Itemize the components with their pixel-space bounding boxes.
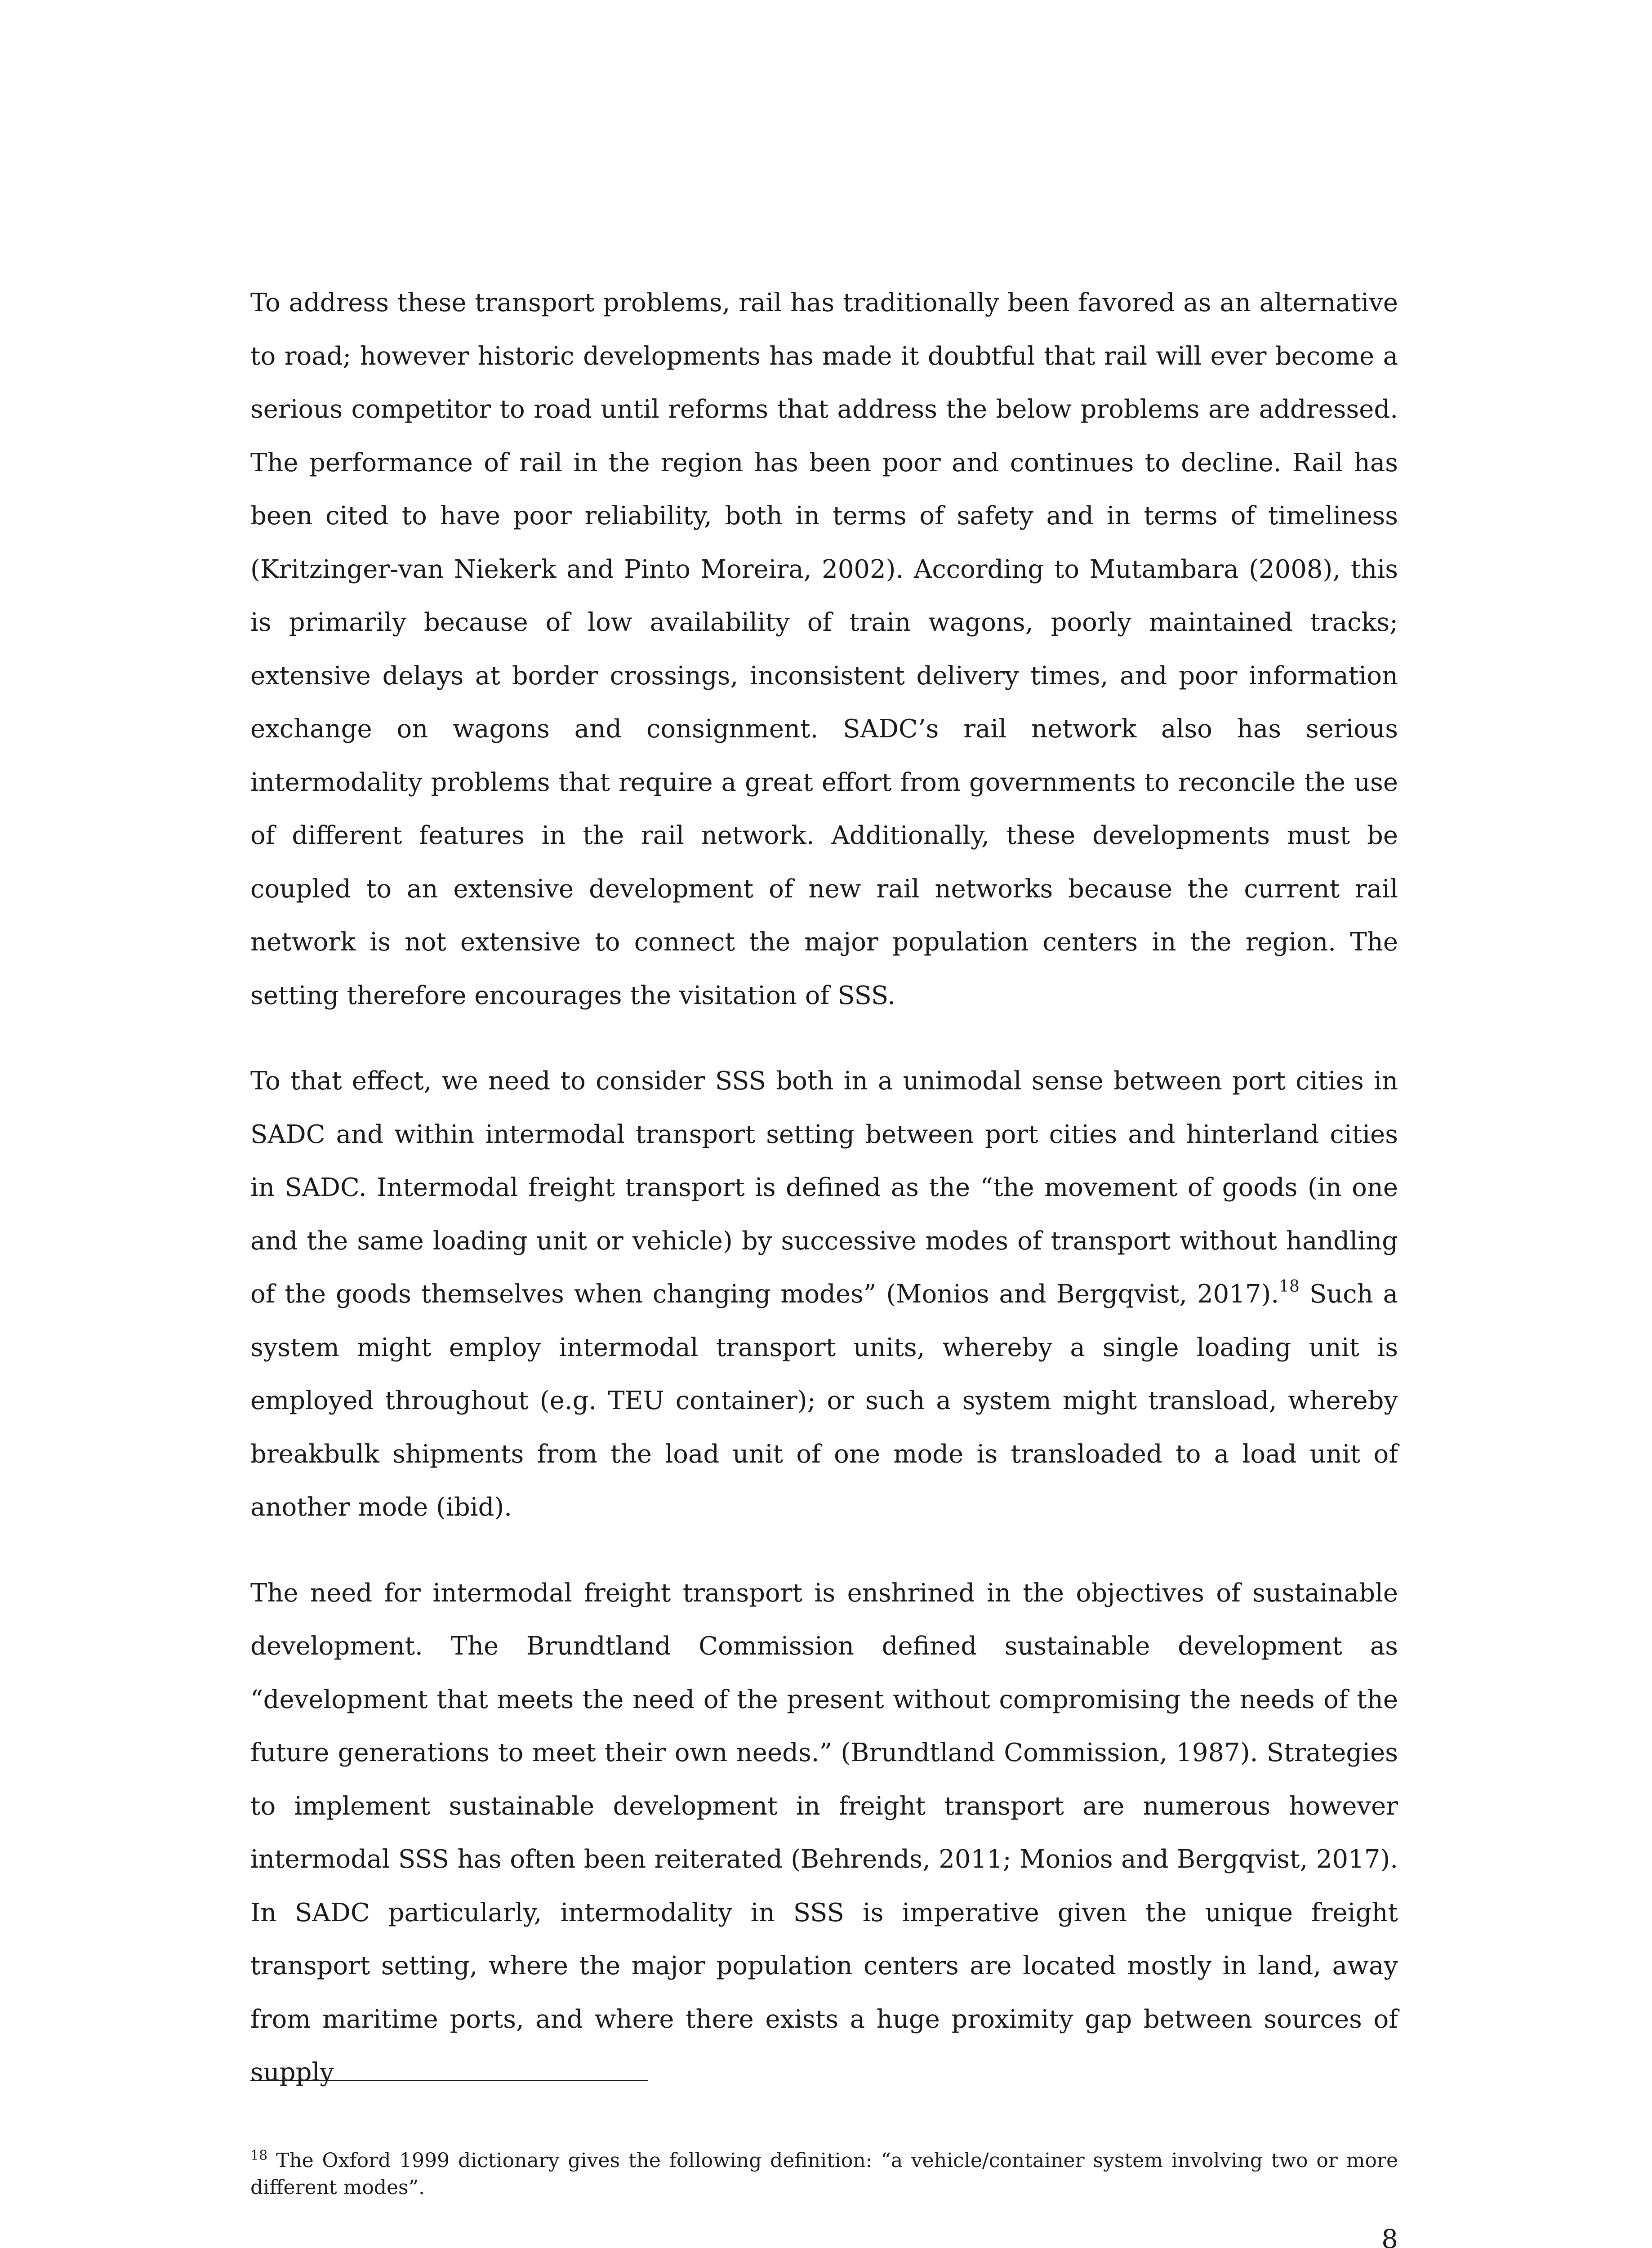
footnote-divider — [250, 2080, 648, 2081]
paragraph-text-after-footnote: Such a system might employ intermodal transport units, whereby a single loading unit is employed throughout (e.g. TEU container); or such a system might transload, whereby breakbulk shipments from the load unit of one mode is transloaded to a load unit of another mode (ibid). — [250, 1280, 1398, 1522]
paragraph-rail-problems: To address these transport problems, rail has traditionally been favored as an alternative to road; however historic developments has made it doubtful that rail will ever become a serious competitor to road until reforms that address the below problems are addressed. The performance of rail in the region has been poor and continues to decline. Rail has been cited to have poor reliability, both in terms of safety and in terms of timeliness (Kritzinger-van Niekerk and Pinto Moreira, 2002). According to Mutambara (2008), this is primarily because of low availability of train wagons, poorly maintained tracks; extensive delays at border crossings, inconsistent delivery times, and poor information exchange on wagons and consignment. SADC’s rail network also has serious intermodality problems that require a great effort from governments to reconcile the use of different features in the rail network. Additionally, these developments must be coupled to an extensive development of new rail networks because the current rail network is not extensive to connect the major population centers in the region. The setting therefore encourages the visitation of SSS. — [250, 288, 1398, 1010]
footnote-number: 18 — [250, 2148, 268, 2163]
body-text — [250, 277, 1398, 2100]
footnote — [250, 2147, 1398, 2201]
paragraph-text-before-footnote: To that effect, we need to consider SSS both in a unimodal sense between port cities in SADC and within intermodal transport setting between port cities and hinterland cities in SADC. Intermodal freight transport is defined as the “the movement of goods (in one and the same loading unit or vehicle) by successive modes of transport without handling of the goods themselves when changing modes” (Monios and Bergqvist, 2017). — [250, 1066, 1398, 1309]
paragraph-intermodal-definition — [250, 1055, 1398, 1534]
footnote-reference[interactable]: 18 — [1279, 1277, 1300, 1296]
paragraph-sustainable-development: The need for intermodal freight transport is enshrined in the objectives of sustainable development. The Brundtland Commission defined sustainable development as “development that meets the need of the present without compromising the needs of the future generations to meet their own needs.” (Brundtland Commission, 1987). Strategies to implement sustainable development in freight transport are numerous however intermodal SSS has often been reiterated (Behrends, 2011; Monios and Bergqvist, 2017). In SADC particularly, intermodality in SSS is imperative given the unique freight transport setting, where the major population centers are located mostly in land, away from maritime ports, and where there exists a huge proximity gap between sources of supply — [250, 1578, 1398, 2087]
footnote-text: The Oxford 1999 dictionary gives the following definition: “a vehicle/container system involving two or more different modes”. — [250, 2149, 1398, 2199]
page-number: 8 — [1381, 2224, 1398, 2248]
